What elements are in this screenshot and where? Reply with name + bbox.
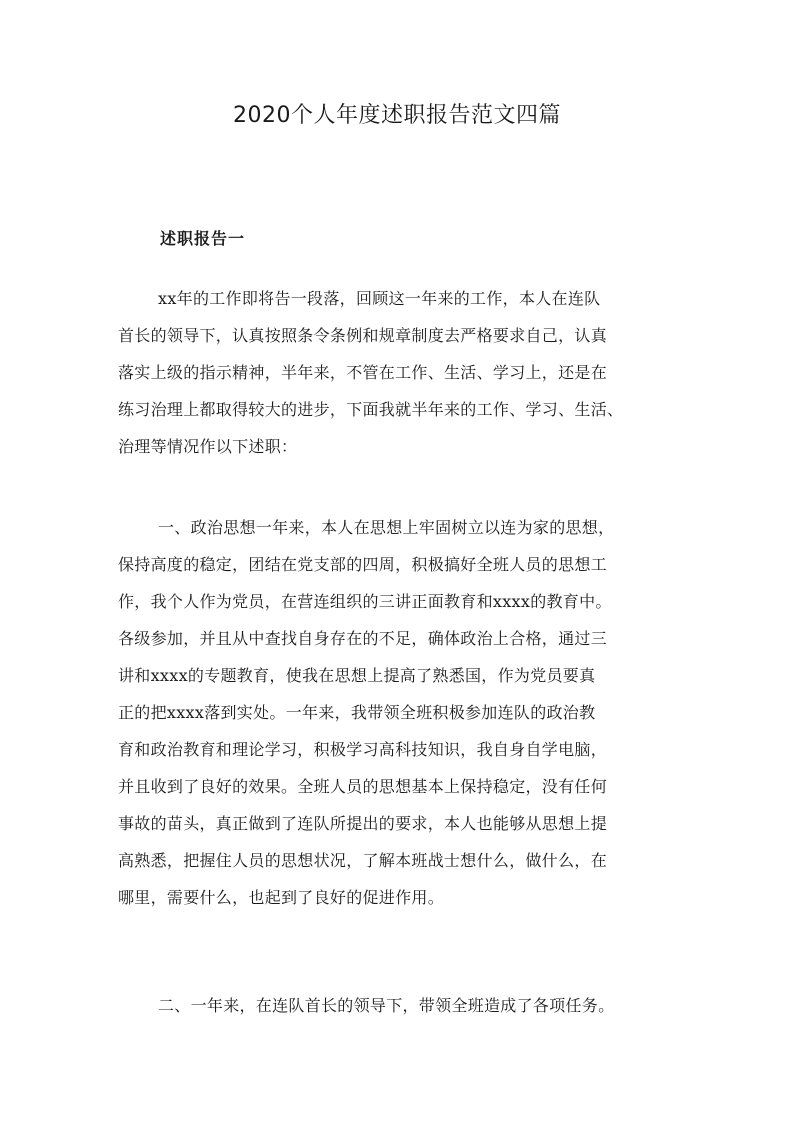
- paragraph-line: 各级参加，并且从中查找自身存在的不足，确体政治上合格，通过三: [118, 629, 608, 648]
- paragraph-line: 事故的苗头，真正做到了连队所提出的要求，本人也能够从思想上提: [118, 814, 608, 833]
- paragraph-line: 哪里，需要什么，也起到了良好的促进作用。: [118, 888, 445, 907]
- paragraph-line: 高熟悉，把握住人员的思想状况，了解本班战士想什么，做什么，在: [118, 851, 608, 870]
- paragraph-line: 并且收到了良好的效果。全班人员的思想基本上保持稳定，没有任何: [118, 777, 608, 796]
- document-title: 2020个人年度述职报告范文四篇: [233, 103, 561, 128]
- paragraph-line: 练习治理上都取得较大的进步，下面我就半年来的工作、学习、生活、: [118, 400, 624, 419]
- paragraph-line: 二、一年来，在连队首长的领导下，带领全班造成了各项任务。: [158, 996, 615, 1015]
- paragraph-line: 保持高度的稳定，团结在党支部的四周，积极搞好全班人员的思想工: [118, 555, 608, 574]
- paragraph-line: 一、政治思想一年来，本人在思想上牢固树立以连为家的思想，: [158, 518, 615, 537]
- paragraph-line: 首长的领导下，认真按照条令条例和规章制度去严格要求自己，认真: [118, 326, 608, 345]
- paragraph-line: xx年的工作即将告一段落，回顾这一年来的工作，本人在连队: [158, 289, 601, 308]
- paragraph-line: 落实上级的指示精神，半年来，不管在工作、生活、学习上，还是在: [118, 363, 608, 382]
- paragraph-tasks: [118, 987, 678, 1024]
- paragraph-line: 正的把xxxx落到实处。一年来，我带领全班积极参加连队的政治教: [118, 703, 596, 722]
- paragraph-line: 作，我个人作为党员，在营连组织的三讲正面教育和xxxx的教育中。: [118, 592, 612, 611]
- section-heading: 述职报告一: [160, 229, 246, 248]
- paragraph-line: 讲和xxxx的专题教育，使我在思想上提高了熟悉国，作为党员要真: [118, 666, 596, 685]
- paragraph-intro: [118, 280, 678, 465]
- paragraph-line: 治理等情况作以下述职：: [118, 437, 298, 456]
- paragraph-political-thought: [118, 509, 678, 916]
- paragraph-line: 育和政治教育和理论学习，积极学习高科技知识，我自身自学电脑，: [118, 740, 608, 759]
